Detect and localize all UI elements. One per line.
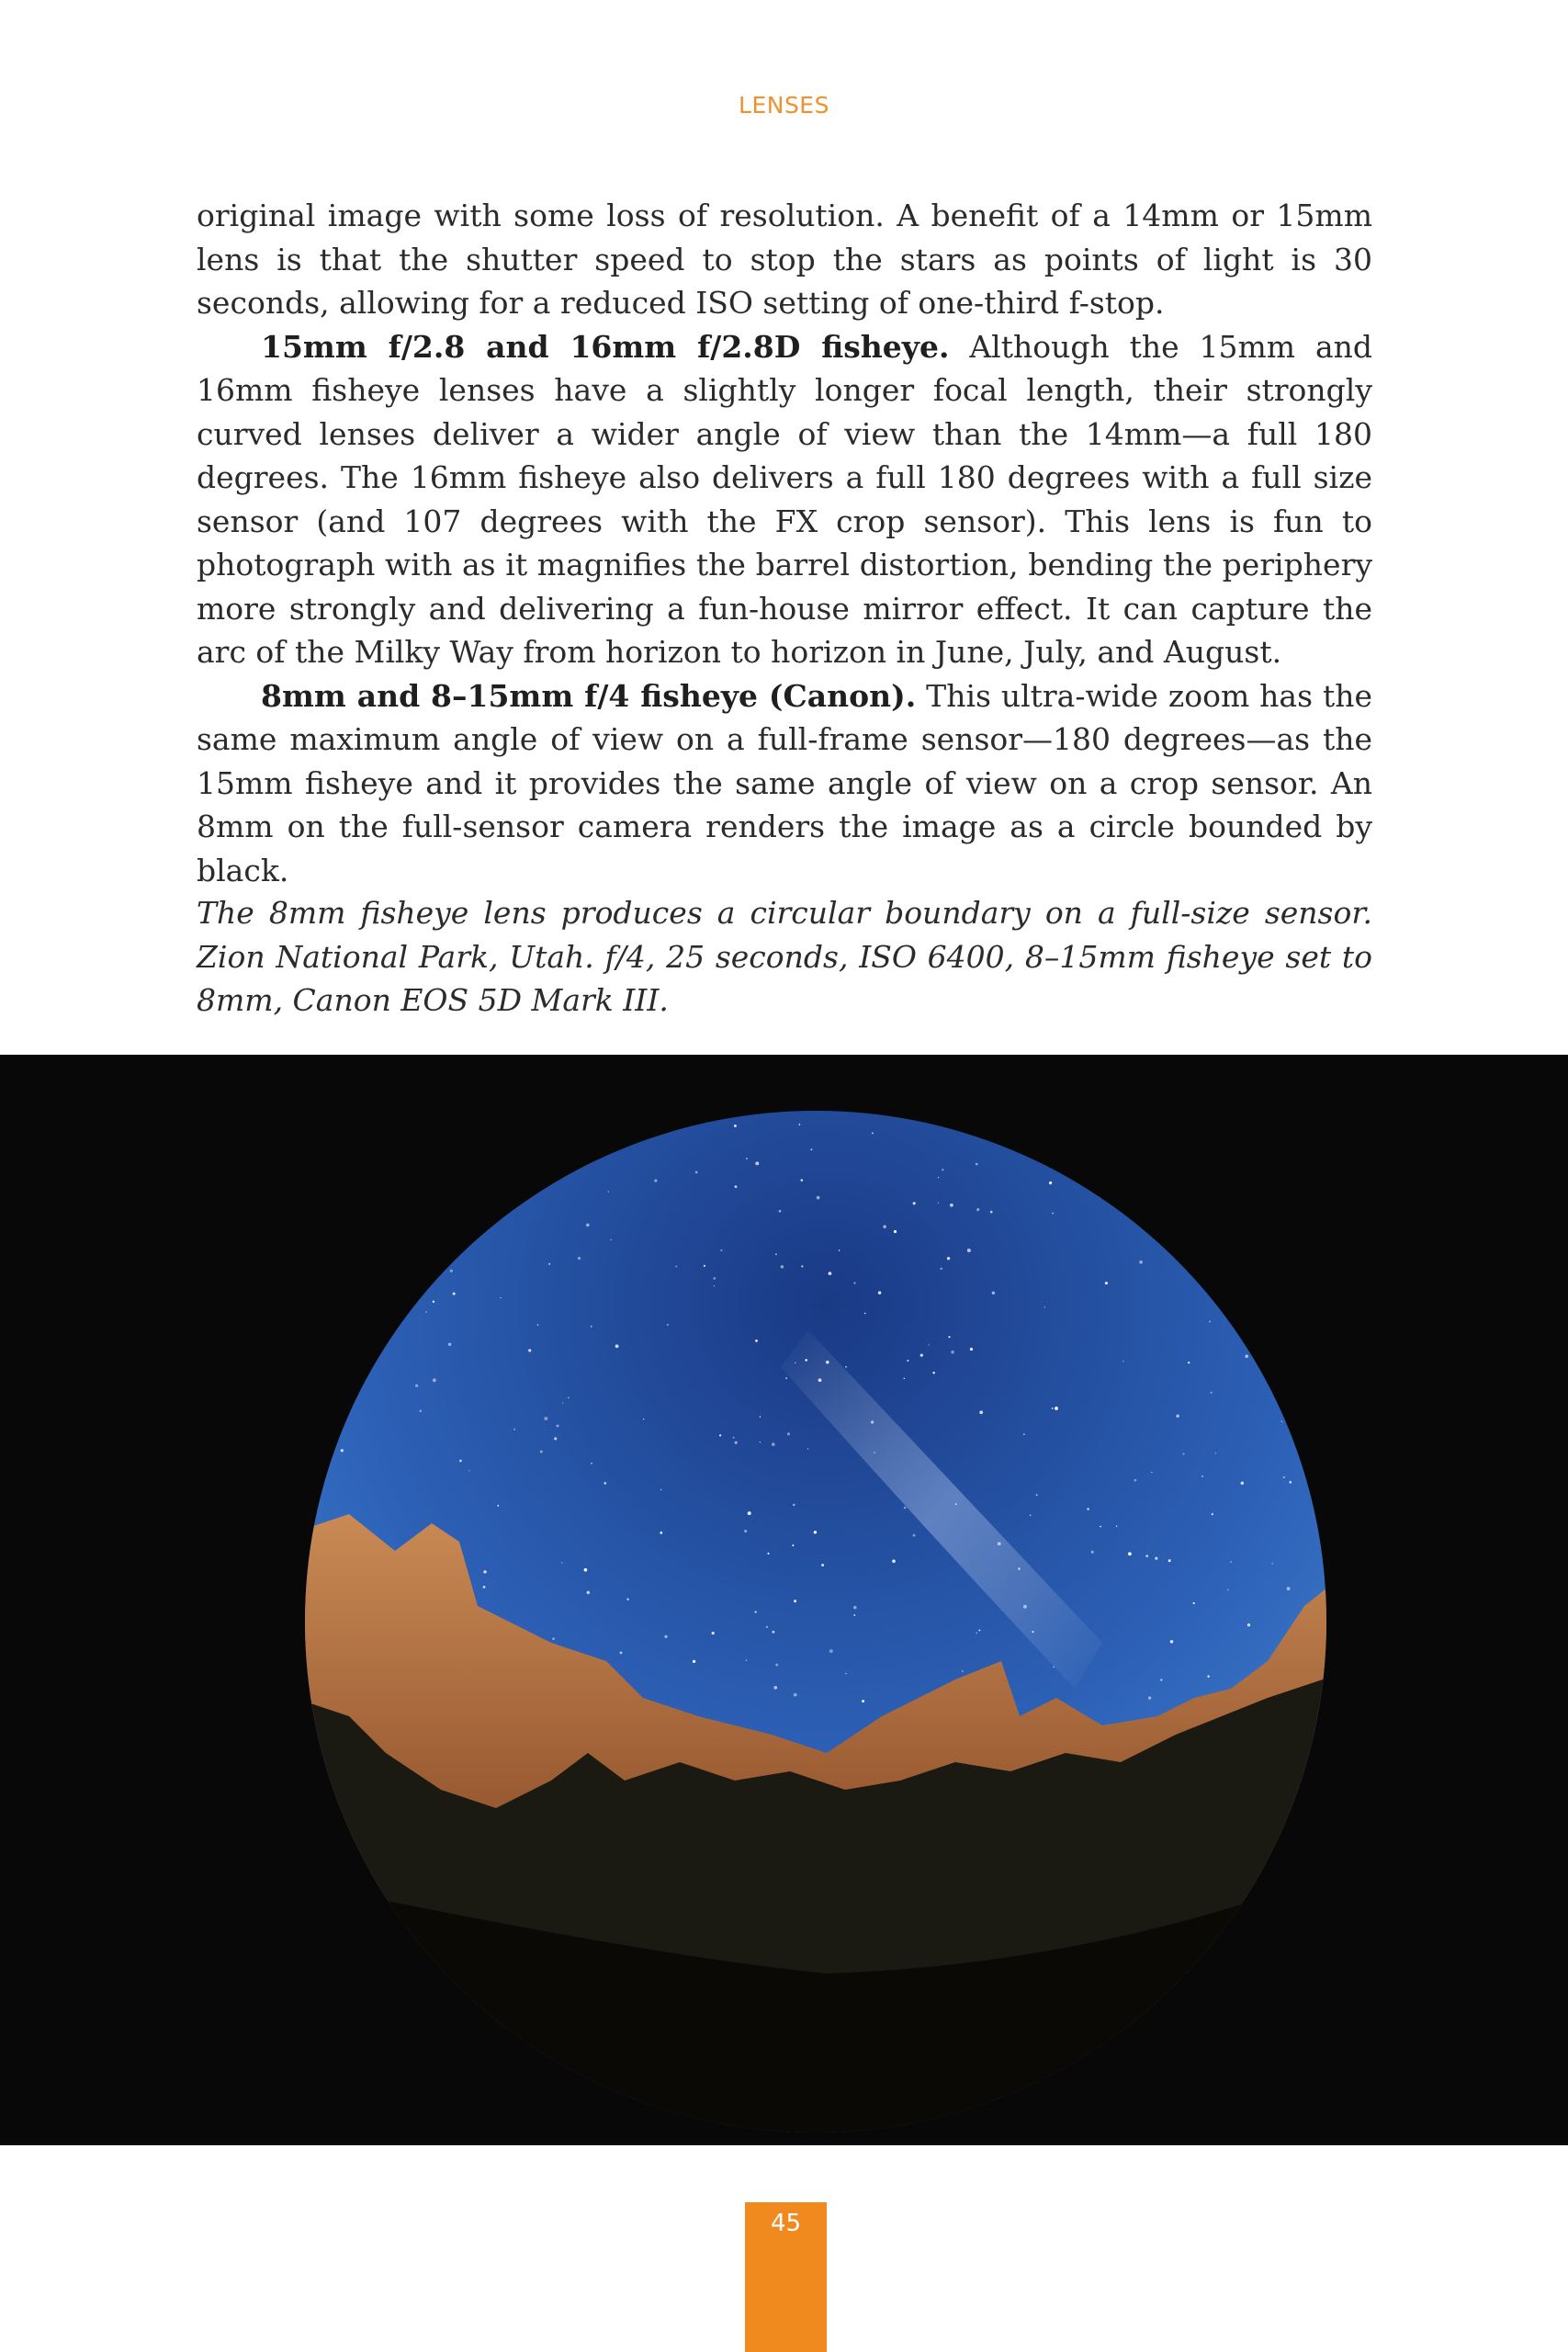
star <box>853 1606 857 1610</box>
star <box>544 1417 547 1420</box>
star <box>878 1291 881 1294</box>
star <box>862 1700 864 1702</box>
star <box>794 1600 796 1602</box>
star <box>497 1505 499 1507</box>
star <box>591 1463 592 1464</box>
star <box>978 1630 980 1632</box>
star <box>1052 1213 1054 1215</box>
star <box>450 1270 453 1272</box>
star <box>735 1185 738 1188</box>
star <box>693 1660 695 1663</box>
star <box>714 1285 715 1286</box>
star <box>772 1631 774 1634</box>
star <box>1207 1676 1209 1678</box>
star <box>1018 1567 1021 1570</box>
star <box>845 1366 847 1368</box>
star <box>468 1470 470 1472</box>
star <box>746 1158 747 1159</box>
star <box>1116 1525 1117 1526</box>
paragraph-8mm-fisheye <box>197 674 1372 893</box>
fisheye-night-sky-photo <box>0 1055 1568 2145</box>
star <box>584 1568 588 1572</box>
star <box>773 1686 777 1690</box>
star <box>712 1632 715 1634</box>
star <box>568 1397 569 1398</box>
star <box>483 1570 486 1573</box>
star <box>1271 1563 1272 1564</box>
star <box>853 1283 855 1284</box>
star <box>821 1564 824 1566</box>
star <box>604 1482 606 1485</box>
star <box>578 1257 581 1260</box>
star <box>760 1416 761 1417</box>
star <box>1100 1526 1101 1528</box>
star <box>719 1434 721 1436</box>
star <box>1201 1476 1203 1477</box>
star <box>976 1633 977 1634</box>
star <box>1281 1421 1282 1422</box>
star <box>664 1635 667 1638</box>
star <box>907 1360 908 1362</box>
body-text <box>197 194 1372 892</box>
star <box>904 1378 905 1379</box>
star <box>552 1638 555 1641</box>
star <box>1168 1559 1171 1562</box>
star <box>1170 1640 1173 1643</box>
star <box>528 1349 531 1351</box>
star <box>746 1659 748 1661</box>
star <box>1241 1482 1244 1485</box>
star <box>976 1163 978 1166</box>
star <box>998 1542 1001 1545</box>
paragraph-15mm-16mm-fisheye <box>197 325 1372 674</box>
star <box>500 1297 501 1298</box>
star <box>561 1562 563 1564</box>
star <box>940 1268 942 1270</box>
star <box>1247 1623 1250 1626</box>
photo-caption: The 8mm fisheye lens produces a circular boundary on a full-size sensor. Zion National Park, Utah. f/4, 25 seconds, ISO 6400, 8–15mm fisheye set to 8mm, Canon EOS 5D Mark III. <box>197 895 1372 1018</box>
star <box>433 1301 434 1303</box>
page-number: 45 <box>770 2210 802 2237</box>
star <box>872 1132 874 1134</box>
star <box>817 1196 820 1200</box>
star <box>920 1353 923 1356</box>
star <box>1283 1476 1285 1478</box>
star <box>537 1324 539 1326</box>
star <box>448 1343 451 1346</box>
star <box>801 1265 803 1267</box>
star <box>950 1204 953 1207</box>
star <box>1212 1513 1213 1515</box>
paragraph-lead-8mm: 8mm and 8–15mm f/4 fisheye (Canon). <box>261 677 917 714</box>
star <box>748 1511 751 1515</box>
star <box>1032 1631 1033 1633</box>
star <box>1105 1282 1108 1284</box>
star <box>853 1614 855 1616</box>
star <box>913 1202 916 1204</box>
star <box>1052 1408 1054 1409</box>
star <box>615 1344 619 1348</box>
star <box>608 1191 610 1193</box>
star <box>591 1326 592 1328</box>
star <box>1145 1555 1148 1557</box>
star <box>766 1626 768 1628</box>
star <box>1188 1362 1190 1363</box>
star <box>1023 1605 1027 1609</box>
star <box>871 1420 874 1423</box>
star <box>1290 1481 1292 1484</box>
star <box>695 1171 698 1174</box>
star <box>792 1544 794 1546</box>
star <box>967 1249 971 1252</box>
star <box>928 1344 929 1345</box>
star <box>1176 1414 1179 1417</box>
star <box>667 1324 668 1325</box>
star <box>951 1351 954 1354</box>
star <box>793 1504 795 1507</box>
star <box>942 1169 943 1170</box>
star <box>775 1253 777 1255</box>
paragraph-lead-15mm: 15mm f/2.8 and 16mm f/2.8D fisheye. <box>261 328 950 365</box>
star <box>992 1292 995 1295</box>
star <box>755 1161 759 1165</box>
star <box>453 1293 456 1295</box>
star <box>818 1378 822 1382</box>
star <box>1023 1433 1024 1434</box>
star <box>990 1211 993 1214</box>
star <box>1182 1453 1184 1454</box>
star <box>1134 1479 1137 1482</box>
star <box>1148 1696 1151 1699</box>
star <box>620 1651 623 1654</box>
star <box>913 1534 916 1537</box>
star <box>1030 1515 1031 1516</box>
star <box>720 1250 722 1251</box>
star <box>814 1531 817 1533</box>
star <box>1160 1679 1162 1680</box>
star <box>1087 1508 1089 1510</box>
star <box>970 1348 973 1351</box>
star <box>775 1664 778 1667</box>
star <box>938 1203 939 1204</box>
star <box>976 1208 979 1211</box>
star <box>1287 1587 1291 1590</box>
paragraph-text-15mm: Although the 15mm and 16mm fisheye lenses have a slightly longer focal length, their strongly curved lenses deliver a wider angle of view than the 14mm—a full 180 degrees. The 16mm fisheye also delivers a full 180 degrees with a full size sensor (and 107 degrees with the FX crop sensor). This lens is fun to photograph with as it magnifies the barrel distortion, bending the periphery more strongly and delivering a fun-house mirror effect. It can capture the arc of the Milky Way from horizon to horizon in June, July, and August. <box>197 328 1372 670</box>
star <box>755 1340 758 1342</box>
star <box>713 1277 716 1280</box>
star <box>744 1530 747 1532</box>
running-head: LENSES <box>739 92 829 119</box>
star <box>807 1448 809 1450</box>
star <box>1151 1472 1152 1473</box>
star <box>341 1449 344 1452</box>
star <box>947 1257 950 1260</box>
star <box>754 1611 756 1612</box>
star <box>554 1437 557 1440</box>
star <box>557 1425 559 1428</box>
star <box>735 1442 738 1444</box>
star <box>948 1336 950 1338</box>
star <box>660 1489 661 1490</box>
star <box>415 1385 418 1387</box>
star <box>420 1410 422 1412</box>
star <box>883 1225 886 1228</box>
star <box>785 1377 787 1379</box>
star <box>1055 1407 1058 1410</box>
star <box>1122 1361 1123 1362</box>
star <box>1227 1589 1228 1590</box>
star <box>1210 1392 1212 1394</box>
star <box>734 1125 737 1127</box>
star <box>1053 1667 1054 1668</box>
star <box>772 1442 775 1446</box>
star <box>1139 1261 1143 1264</box>
star <box>904 1507 907 1510</box>
star <box>805 1359 807 1362</box>
star <box>892 1559 896 1563</box>
star <box>1049 1182 1052 1184</box>
star <box>587 1591 590 1594</box>
star <box>733 1437 735 1439</box>
star <box>675 1265 677 1267</box>
star <box>1036 1494 1038 1496</box>
star <box>979 1410 983 1414</box>
star <box>801 1179 804 1182</box>
star <box>962 1670 963 1671</box>
star <box>779 1210 782 1213</box>
star <box>829 1649 833 1653</box>
star <box>660 1532 662 1534</box>
star <box>1245 1355 1248 1359</box>
star <box>781 1265 784 1268</box>
star <box>955 1503 957 1505</box>
star <box>548 1263 550 1265</box>
star <box>654 1180 657 1182</box>
star <box>586 1224 590 1227</box>
paragraph-text-8mm: This ultra-wide zoom has the same maximum angle of view on a full-frame sensor—180 degrees—as the 15mm fisheye and it provides the same angle of view on a crop sensor. An 8mm on the full-sensor camera renders the image as a circle bounded by black. <box>197 677 1372 888</box>
star <box>513 1429 515 1430</box>
star <box>845 1673 846 1674</box>
star <box>767 1553 769 1555</box>
star <box>1155 1557 1157 1560</box>
star <box>799 1124 801 1125</box>
star <box>626 1599 628 1600</box>
star <box>794 1693 797 1697</box>
star <box>610 1239 611 1240</box>
star <box>1230 1561 1232 1563</box>
star <box>787 1432 790 1435</box>
star <box>540 1451 543 1453</box>
star <box>829 1272 832 1275</box>
paragraph-intro: original image with some loss of resolution. A benefit of a 14mm or 15mm lens is that the shutter speed to stop the stars as points of light is 30 seconds, allowing for a reduced ISO setting of one-third f-stop. <box>197 198 1372 321</box>
star <box>1128 1552 1132 1555</box>
star <box>1091 1551 1094 1554</box>
star <box>932 1372 934 1374</box>
star <box>562 1402 563 1403</box>
star <box>826 1361 829 1363</box>
star <box>810 1148 812 1150</box>
star <box>864 1313 866 1315</box>
star <box>433 1378 436 1382</box>
star <box>704 1265 705 1267</box>
star <box>874 1452 875 1453</box>
star <box>459 1460 462 1463</box>
star <box>1193 1602 1195 1604</box>
star <box>1209 1321 1211 1323</box>
star <box>938 1177 939 1178</box>
star <box>894 1230 897 1233</box>
star <box>425 1311 426 1312</box>
star <box>483 1586 486 1589</box>
star <box>1044 1306 1045 1307</box>
